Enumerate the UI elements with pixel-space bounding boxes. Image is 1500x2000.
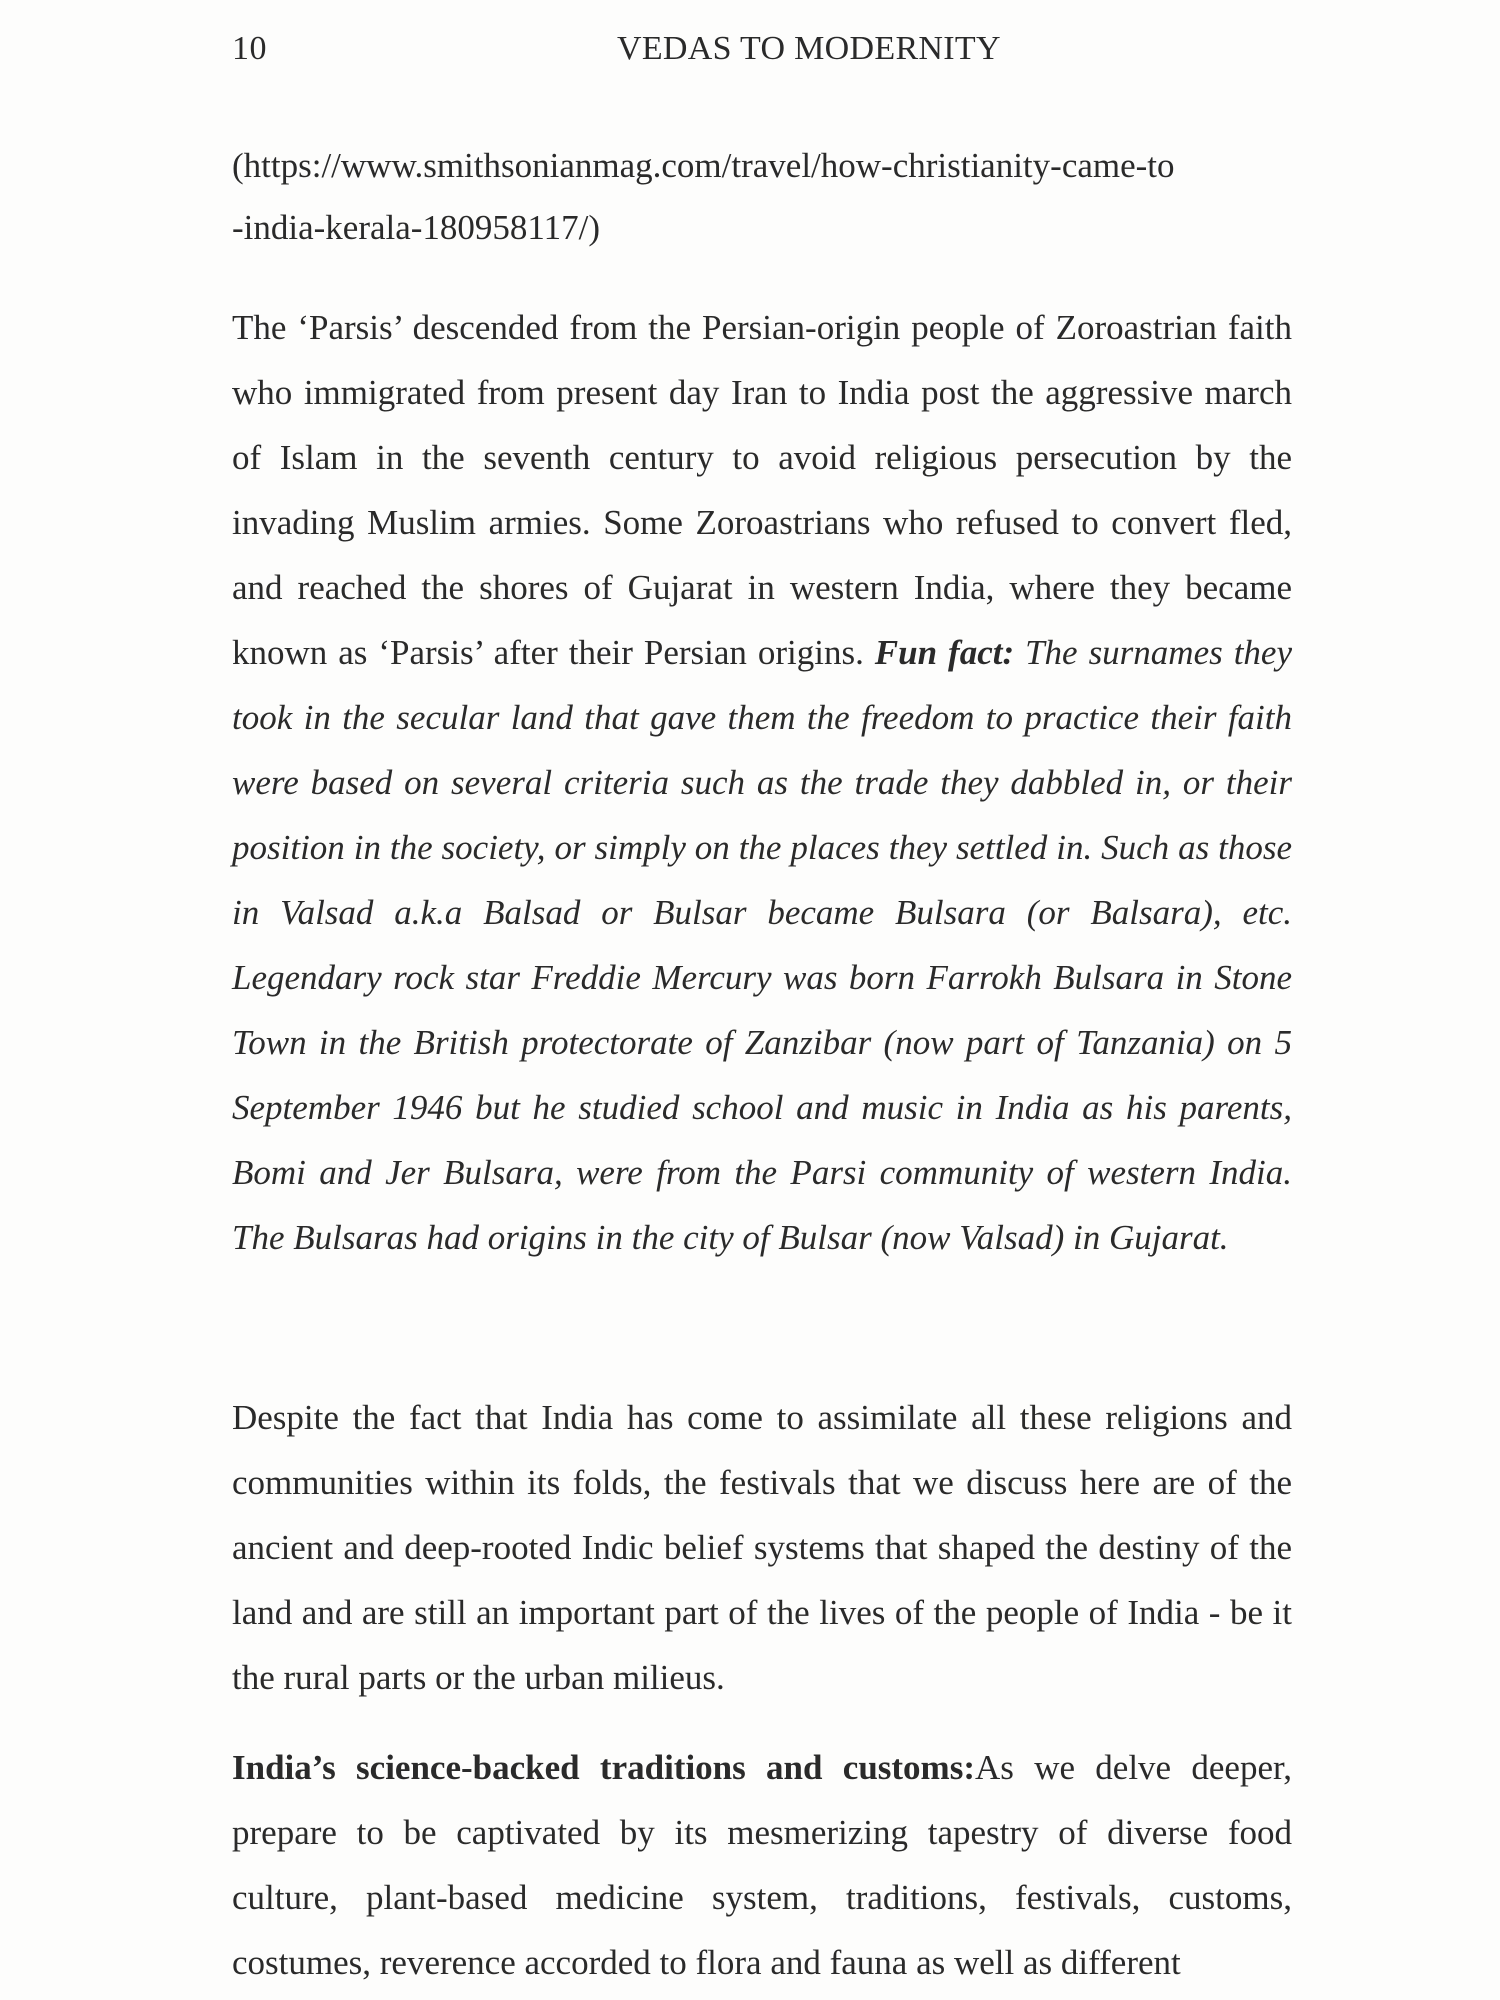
traditions-text: As we delve deeper, prepare to be captivated by its mesmerizing tapestry of diverse food culture, plant-based medicine system, traditions, festivals, customs, costumes, reverence accorded to flora and fauna as well as different [232, 1748, 1292, 1982]
paragraph-parsis [232, 295, 1292, 1270]
book-title: VEDAS TO MODERNITY [617, 30, 1001, 67]
paragraph-traditions-body [232, 1735, 1292, 1995]
fun-fact-text: The surnames they took in the secular land that gave them the freedom to practice their faith were based on several criteria such as the trade they dabbled in, or their position in the society, or simply on the places they settled in. Such as those in Valsad a.k.a Balsad or Bulsar became Bulsara (or Balsara), etc. Legendary rock star Freddie Mercury was born Farrokh Bulsara in Stone Town in the British protectorate of Zanzibar (now part of Tanzania) on 5 September 1946 but he studied school and music in India as his parents, Bomi and Jer Bulsara, were from the Parsi community of western India. The Bulsaras had origins in the city of Bulsar (now Valsad) in Gujarat. [232, 633, 1292, 1257]
assimilation-text: Despite the fact that India has come to assimilate all these religions and communities within its folds, the festivals that we discuss here are of the ancient and deep-rooted Indic belief systems that shaped the destiny of the land and are still an important part of the lives of the people of India - be it the rural parts or the urban milieus. [232, 1398, 1292, 1697]
source-url-line-2: -india-kerala-180958117/) [232, 208, 601, 247]
page-number: 10 [232, 30, 267, 67]
source-url [232, 135, 1292, 259]
paragraph-assimilation [232, 1385, 1292, 1710]
parsis-text: The ‘Parsis’ descended from the Persian-origin people of Zoroastrian faith who immigrated from present day Iran to India post the aggressive march of Islam in the seventh century to avoid religious persecution by the invading Muslim armies. Some Zoroastrians who refused to convert fled, and reached the shores of Gujarat in western India, where they became known as ‘Parsis’ after their Persian origins. [232, 308, 1292, 672]
fun-fact-label: Fun fact: [874, 633, 1015, 672]
paragraph-traditions [232, 1735, 1292, 1995]
running-header [232, 22, 1290, 72]
traditions-heading: India’s science-backed traditions and customs: [232, 1748, 975, 1787]
paragraph-parsis-body [232, 295, 1292, 1270]
source-url-line-1: (https://www.smithsonianmag.com/travel/how-christianity-came-to [232, 146, 1175, 185]
